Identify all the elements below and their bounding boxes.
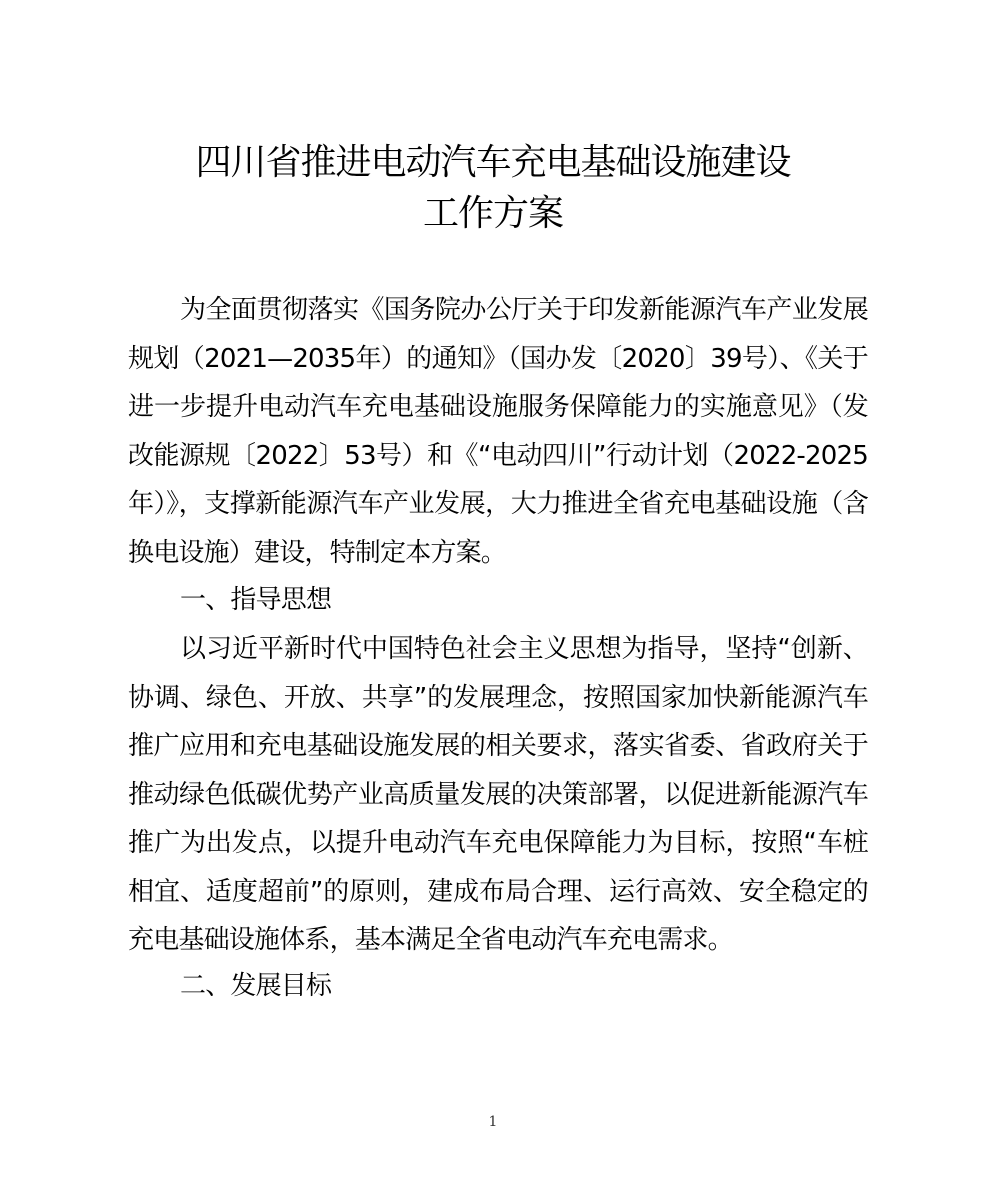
intro-paragraph: 为全面贯彻落实《国务院办公厅关于印发新能源汽车产业发展规划（2021—2035年）的通知》（国办发〔2020〕39号）、《关于进一步提升电动汽车充电基础设施服务保障能力的实施意见》（发改能源规〔2022〕53号）和《“电动四川”行动计划（2022-2025年）》，支撑新能源汽车产业发展，大力推进全省充电基础设施（含换电设施）建设，特制定本方案。 — [128, 295, 868, 568]
section-1-paragraph: 以习近平新时代中国特色社会主义思想为指导，坚持“创新、协调、绿色、开放、共享”的发展理念，按照国家加快新能源汽车推广应用和充电基础设施发展的相关要求，落实省委、省政府关于推动绿色低碳优势产业高质量发展的决策部署，以促进新能源汽车推广为出发点，以提升电动汽车充电保障能力为目标，按照“车桩相宜、适度超前”的原则，建成布局合理、运行高效、安全稳定的充电基础设施体系，基本满足全省电动汽车充电需求。 — [128, 634, 868, 955]
document-title-line-1: 四川省推进电动汽车充电基础设施建设 — [195, 142, 791, 183]
page-number: 1 — [488, 1114, 498, 1130]
section-1-heading: 一、指导思想 — [180, 585, 332, 615]
document-title-line-2: 工作方案 — [422, 193, 563, 234]
section-2-heading: 二、发展目标 — [180, 971, 332, 1001]
